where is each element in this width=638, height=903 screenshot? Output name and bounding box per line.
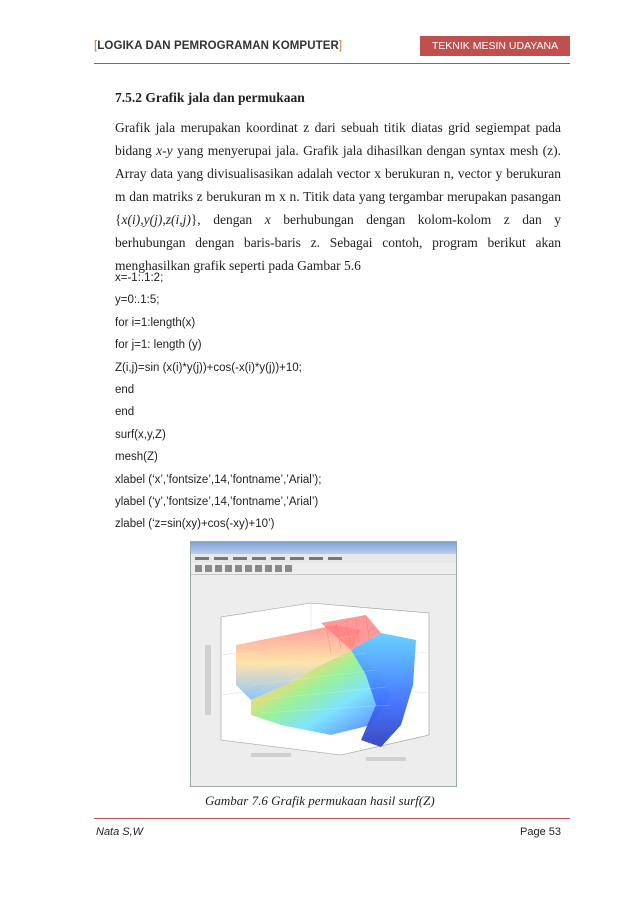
figure-screenshot bbox=[190, 541, 457, 787]
code-line: xlabel (‘x’,’fontsize’,14,’fontname’,’Arial’); bbox=[115, 473, 322, 486]
header-title bbox=[94, 40, 342, 52]
tuple-italic: x(i),y(j),z(i,j) bbox=[121, 212, 191, 227]
xy-italic: x-y bbox=[156, 143, 173, 158]
header-title-text: LOGIKA DAN PEMROGRAMAN KOMPUTER bbox=[97, 40, 339, 52]
bracket-open: [ bbox=[94, 40, 98, 52]
header-divider bbox=[94, 63, 570, 64]
code-line: surf(x,y,Z) bbox=[115, 428, 166, 441]
figure-caption: Gambar 7.6 Grafik permukaan hasil surf(Z) bbox=[205, 793, 435, 808]
paragraph-text bbox=[115, 116, 561, 277]
header-badge: TEKNIK MESIN UDAYANA bbox=[420, 36, 570, 56]
body-paragraph bbox=[115, 116, 561, 277]
paragraph-line-1: Grafik jala merupakan koordinat z dari sebuah titik diatas grid segiempat pada bidang bbox=[115, 120, 561, 158]
code-line: zlabel (‘z=sin(xy)+cos(-xy)+10’) bbox=[115, 518, 275, 531]
code-line: x=-1:.1:2; bbox=[115, 272, 164, 284]
code-block bbox=[115, 267, 321, 536]
paragraph-line-2: yang menyerupai jala. Grafik jala dihasilkan dengan syntax mesh (z). Array data yang divisualisasikan adalah vector x berukuran n, vector y berukuran m dan matriks z berukuran m x n. Titik data yang tergambar merupakan pasangan { bbox=[115, 143, 561, 227]
code-line: end bbox=[115, 406, 135, 419]
code-line: for i=1:length(x) bbox=[115, 316, 196, 329]
surface-plot-image bbox=[191, 575, 456, 786]
code-line: ylabel (‘y’,’fontsize’,14,’fontname’,’Arial’) bbox=[115, 496, 319, 509]
code-line: end bbox=[115, 384, 135, 397]
section-title: 7.5.2 Grafik jala dan permukaan bbox=[115, 90, 305, 105]
x-italic: x bbox=[264, 212, 271, 227]
footer-author: Nata S,W bbox=[96, 826, 144, 838]
footer-page-number: Page 53 bbox=[520, 826, 561, 838]
tuple-close: }, bbox=[190, 212, 201, 227]
figure-window-titlebar bbox=[191, 542, 456, 554]
footer-divider bbox=[94, 818, 570, 819]
figure-menubar bbox=[191, 554, 456, 563]
figure-toolbar bbox=[191, 563, 456, 575]
paragraph-line-3a: dengan bbox=[213, 212, 265, 227]
code-line: mesh(Z) bbox=[115, 451, 158, 464]
bracket-close: ] bbox=[338, 40, 343, 52]
code-line: for j=1: length (y) bbox=[115, 339, 202, 352]
code-line: Z(i,j)=sin (x(i)*y(j))+cos(-x(i)*y(j))+10; bbox=[115, 361, 302, 374]
code-line: y=0:.1:5; bbox=[115, 294, 160, 307]
paragraph-line-3b: berhubungan dengan kolom-kolom z dan y berhubungan dengan baris-baris z. Sebagai contoh, program berikut akan menghasilkan grafik seperti pada Gambar 5.6 bbox=[115, 212, 561, 273]
